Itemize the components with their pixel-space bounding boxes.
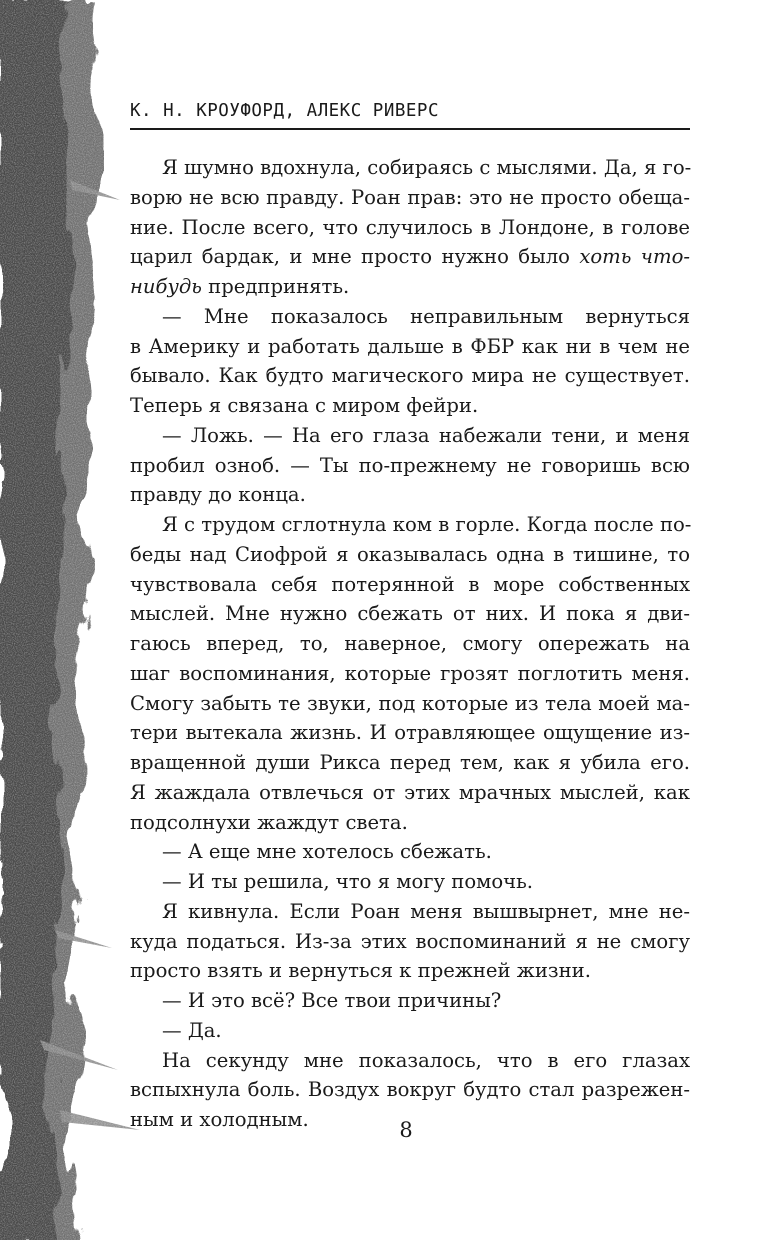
text-line: просто взять и вернуться к прежней жизни. xyxy=(130,959,591,983)
page-number: 8 xyxy=(399,1118,413,1142)
text-line: гаюсь вперед, то, наверное, смогу опережать на xyxy=(130,632,690,655)
text-line: Я кивнула. Если Роан меня вышвырнет, мне не- xyxy=(162,899,690,923)
text-line: правду до конца. xyxy=(130,483,306,507)
text-line: вращенной души Рикса перед тем, как я убила его. xyxy=(130,751,690,774)
text-line: — А еще мне хотелось сбежать. xyxy=(162,840,492,864)
text-line: чувствовала себя потерянной в море собственных xyxy=(130,572,690,596)
text-line: мыслей. Мне нужно сбежать от них. И пока я дви- xyxy=(130,602,690,626)
text-line-with-italic: царил бардак, и мне просто нужно было хоть что- xyxy=(130,245,690,269)
text-line: ворю не всю правду. Роан прав: это не просто обеща- xyxy=(130,185,690,209)
text-line: Теперь я связана с миром фейри. xyxy=(130,394,479,417)
italic-phrase: хоть что- xyxy=(579,245,690,269)
text-line: куда податься. Из-за этих воспоминаний я не смогу xyxy=(130,929,690,953)
text-line: На секунду мне показалось, что в его глазах xyxy=(162,1048,690,1072)
text-line: ние. После всего, что случилось в Лондоне, в голове xyxy=(130,215,690,239)
text-line: подсолнухи жаждут света. xyxy=(130,810,408,834)
text-line: в Америку и работать дальше в ФБР как ни в чем не xyxy=(130,334,690,358)
text-line: беды над Сиофрой я оказывалась одна в тишине, то xyxy=(130,542,690,566)
text-line: шаг воспоминания, которые грозят поглотить меня. xyxy=(130,661,690,685)
grunge-border-decoration xyxy=(0,0,140,1240)
text-line: ным и холодным. xyxy=(130,1108,309,1131)
text-line: вспыхнула боль. Воздух вокруг будто стал разрежен- xyxy=(130,1078,690,1102)
text-line: тери вытекала жизнь. И отравляющее ощущение из- xyxy=(130,721,690,745)
text-line: Я жаждала отвлечься от этих мрачных мыслей, как xyxy=(130,780,690,804)
text-line: — Мне показалось неправильным вернуться xyxy=(162,304,690,328)
text-line: пробил озноб. — Ты по-прежнему не говоришь всю xyxy=(130,453,690,477)
header-rule xyxy=(130,128,690,130)
running-header: К. Н. КРОУФОРД, АЛЕКС РИВЕРС xyxy=(130,101,440,121)
text-line: бывало. Как будто магического мира не существует. xyxy=(130,364,690,388)
text-line: — Ложь. — На его глаза набежали тени, и меня xyxy=(162,423,690,447)
text-line: Я с трудом сглотнула ком в горле. Когда после по- xyxy=(162,513,692,536)
text-line-with-italic: нибудь предпринять. xyxy=(130,275,350,298)
text-line: — И ты решила, что я могу помочь. xyxy=(162,870,534,893)
italic-phrase: нибудь xyxy=(130,275,202,298)
text-line: — Да. xyxy=(162,1018,222,1042)
text-line: Я шумно вдохнула, собираясь с мыслями. Да, я го- xyxy=(162,156,692,179)
text-line: Смогу забыть те звуки, под которые из тела моей ма- xyxy=(130,691,690,715)
text-line: — И это всё? Все твои причины? xyxy=(162,989,502,1012)
body-text xyxy=(130,153,690,1135)
